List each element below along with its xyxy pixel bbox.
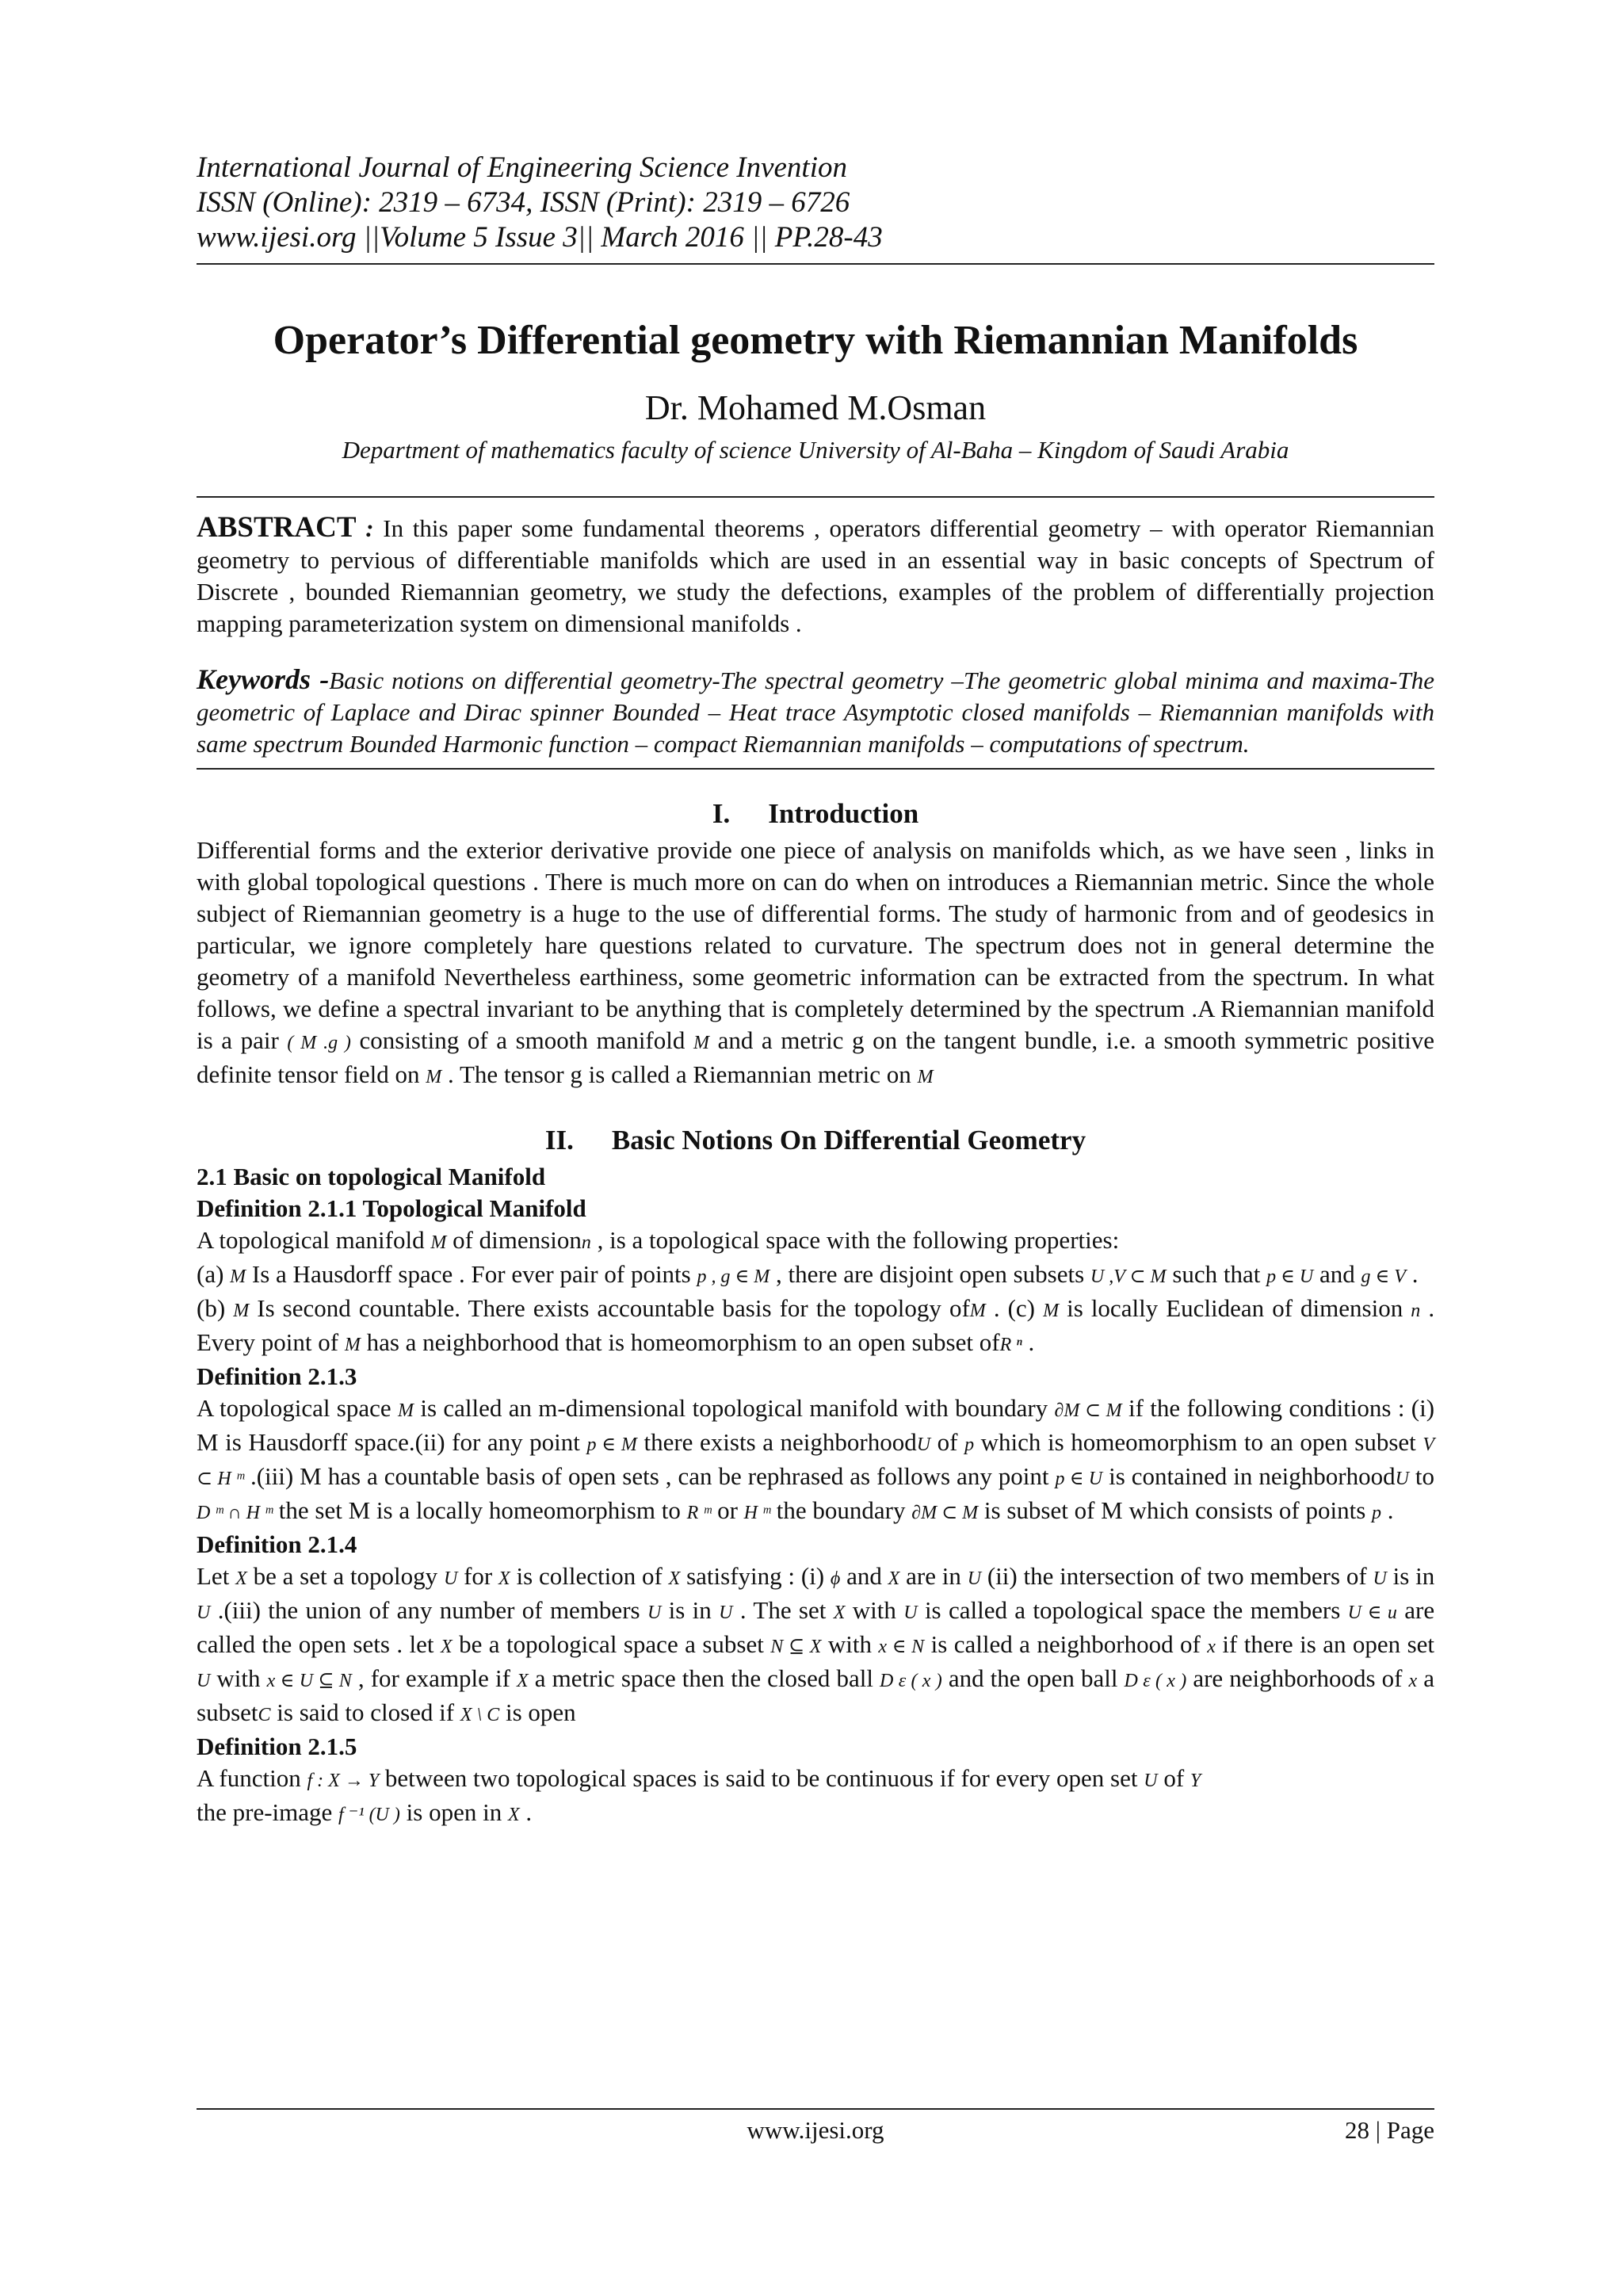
text: Is a Hausdorff space . For ever pair of points — [251, 1260, 691, 1288]
math-expr: p ∈ U — [1055, 1469, 1103, 1489]
math-expr: R ᵐ — [686, 1503, 712, 1523]
math-expr: H ᵐ — [743, 1503, 770, 1523]
math-M: M — [969, 1301, 986, 1321]
definition-heading: Definition 2.1.3 — [197, 1362, 357, 1390]
journal-volume: www.ijesi.org ||Volume 5 Issue 3|| March 2016 || PP.28-43 — [197, 221, 883, 254]
math-X: X — [517, 1671, 529, 1691]
math-U: U — [197, 1603, 211, 1623]
math-M: M — [693, 1033, 709, 1053]
keywords-label: Keywords - — [197, 663, 330, 695]
math-expr: x ∈ U ⊆ N — [266, 1671, 352, 1691]
text: (b) — [197, 1294, 226, 1322]
keywords-text: Basic notions on differential geometry-The spectral geometry –The geometric global minima and maxima-The geometric of Laplace and Dirac spinner Bounded – Heat trace Asymptotic closed manifolds – Riemannian manifolds with same spectrum Bounded Harmonic function – compact Riemannian manifolds – computations of spectrum. — [197, 667, 1434, 758]
math-expr: D ε ( x ) — [1124, 1671, 1187, 1691]
text: are in — [906, 1562, 961, 1590]
text: is contained in neighborhood — [1109, 1462, 1396, 1490]
text: are neighborhoods of — [1193, 1664, 1403, 1692]
author-affiliation: Department of mathematics faculty of science University of Al-Baha – Kingdom of Saudi Arabia — [342, 436, 1289, 464]
text: and — [1319, 1260, 1355, 1288]
text: is called a neighborhood of — [930, 1630, 1201, 1658]
section-title: Introduction — [768, 798, 919, 829]
math-expr: f ⁻¹ (U ) — [338, 1805, 400, 1825]
text: (a) — [197, 1260, 224, 1288]
math-expr: X \ C — [460, 1705, 500, 1725]
math-expr: ∂M ⊂ M — [1054, 1400, 1122, 1421]
math-expr: x ∈ N — [878, 1637, 925, 1657]
text: , for example if — [357, 1664, 510, 1692]
text: of dimension — [453, 1226, 582, 1254]
text: . — [1028, 1328, 1035, 1356]
text: is collection of — [516, 1562, 663, 1590]
text: if the following conditions : (i) M is Hausdorff space.(ii) for any point — [197, 1394, 1435, 1456]
math-U: U — [903, 1603, 918, 1623]
math-n: n — [1411, 1301, 1421, 1321]
text: be a set a topology — [253, 1562, 438, 1590]
intro-text-4: . The tensor g is called a Riemannian metric on — [448, 1060, 911, 1088]
text: between two topological spaces is said to be continuous if for every open set — [384, 1764, 1138, 1792]
definition-heading: Definition 2.1.1 Topological Manifold — [197, 1194, 586, 1222]
math-M: M — [398, 1400, 414, 1421]
definition-heading: Definition 2.1.5 — [197, 1733, 357, 1760]
text: which is homeomorphism to an open subset — [980, 1428, 1416, 1456]
math-U: U — [916, 1435, 931, 1455]
math-U: U — [967, 1568, 982, 1589]
text: A function — [197, 1764, 301, 1792]
intro-paragraph — [197, 835, 1434, 1093]
text: . The set — [739, 1596, 827, 1624]
header-rule — [197, 263, 1434, 265]
math-x: x — [1408, 1671, 1418, 1691]
text: to — [1415, 1462, 1435, 1490]
math-U: U — [1144, 1771, 1158, 1791]
math-X: X — [440, 1637, 453, 1657]
definition-2-1-1 — [197, 1224, 1434, 1361]
abstract-top-rule — [197, 496, 1434, 498]
text: satisfying : (i) — [686, 1562, 825, 1590]
text: is open — [505, 1698, 576, 1726]
text: is subset of M which consists of points — [983, 1496, 1366, 1524]
math-X: X — [235, 1568, 247, 1589]
journal-issn: ISSN (Online): 2319 – 6734, ISSN (Print): 2319 – 6726 — [197, 186, 850, 219]
section-number: I. — [712, 798, 731, 829]
math-expr: U ,V ⊂ M — [1090, 1266, 1167, 1287]
text: or — [717, 1496, 738, 1524]
text: is in — [1392, 1562, 1435, 1590]
definition-2-1-4 — [197, 1561, 1434, 1731]
footer-line — [197, 2116, 1434, 2151]
text: Let — [197, 1562, 230, 1590]
math-p: p — [964, 1435, 975, 1455]
text: . — [525, 1798, 533, 1826]
math-expr: ∂M ⊂ M — [911, 1503, 979, 1523]
math-expr: R ⁿ — [999, 1335, 1022, 1355]
math-U: U — [197, 1671, 211, 1691]
text: . Every point of — [197, 1294, 1435, 1356]
math-Y: Y — [1190, 1771, 1201, 1791]
text: is open in — [406, 1798, 502, 1826]
math-X: X — [507, 1805, 520, 1825]
text: there exists a neighborhood — [643, 1428, 917, 1456]
math-U: U — [647, 1603, 662, 1623]
subsection-heading: 2.1 Basic on topological Manifold — [197, 1163, 546, 1190]
text: . (c) — [993, 1294, 1036, 1322]
text: be a topological space a subset — [459, 1630, 764, 1658]
math-expr: p , g ∈ M — [697, 1266, 770, 1287]
text: A topological space — [197, 1394, 391, 1422]
text: with — [852, 1596, 896, 1624]
definition-2-1-3 — [197, 1392, 1434, 1529]
math-expr: f : X → Y — [307, 1771, 380, 1791]
text: . — [1411, 1260, 1419, 1288]
math-expr: D ε ( x ) — [880, 1671, 942, 1691]
text: Is second countable. There exists accountable basis for the topology of — [257, 1294, 970, 1322]
page-number: 28 | Page — [1345, 2116, 1434, 2144]
paper-title: Operator’s Differential geometry with Riemannian Manifolds — [273, 318, 1358, 363]
math-X: X — [668, 1568, 681, 1589]
math-expr: D ᵐ ∩ H ᵐ — [197, 1503, 273, 1523]
definition-heading: Definition 2.1.4 — [197, 1530, 357, 1558]
journal-header — [197, 151, 1434, 255]
text: .(iii) M has a countable basis of open sets , can be rephrased as follows any point — [250, 1462, 1049, 1490]
text: with — [216, 1664, 261, 1692]
text: the pre-image — [197, 1798, 333, 1826]
math-expr: g ∈ V — [1361, 1266, 1406, 1287]
text: if there is an open set — [1222, 1630, 1435, 1658]
math-X: X — [498, 1568, 510, 1589]
text: is called a topological space the members — [924, 1596, 1341, 1624]
text: a metric space then the closed ball — [534, 1664, 873, 1692]
math-X: X — [833, 1603, 846, 1623]
math-M: M — [230, 1266, 246, 1287]
math-p: p — [1372, 1503, 1382, 1523]
text: is said to closed if — [277, 1698, 455, 1726]
footer-rule — [197, 2108, 1434, 2110]
text: (ii) the intersection of two members of — [987, 1562, 1367, 1590]
page-footer — [197, 2108, 1434, 2151]
text: .(iii) the union of any number of members — [217, 1596, 640, 1624]
definition-2-1-5 — [197, 1763, 1434, 1831]
abstract-sep: : — [356, 514, 384, 542]
math-U: U — [719, 1603, 733, 1623]
keywords-bottom-rule — [197, 768, 1434, 770]
math-U: U — [1373, 1568, 1387, 1589]
text: such that — [1172, 1260, 1261, 1288]
text: of — [1163, 1764, 1185, 1792]
text: is called an m-dimensional topological manifold with boundary — [420, 1394, 1048, 1422]
section-heading-introduction — [197, 798, 1434, 830]
math-M: M — [430, 1232, 447, 1253]
text: for — [464, 1562, 493, 1590]
section-heading-basic-notions — [197, 1125, 1434, 1156]
abstract-text: In this paper some fundamental theorems , operators differential geometry – with operator Riemannian geometry to pervious of differentiable manifolds which are used in an essential way in basic concepts of Spectrum of Discrete , bounded Riemannian geometry, we study the defections, examples of the problem of differentially projection mapping parameterization system on dimensional manifolds . — [197, 514, 1434, 637]
intro-text-3: and a metric g on the tangent bundle, i.e. a smooth symmetric positive definite tensor field on — [197, 1026, 1434, 1088]
text: with — [827, 1630, 872, 1658]
footer-url[interactable]: www.ijesi.org — [747, 2116, 884, 2144]
author-name: Dr. Mohamed M.Osman — [644, 388, 987, 427]
math-pair: ( M .g ) — [287, 1033, 351, 1053]
math-expr: N ⊆ X — [770, 1637, 822, 1657]
text: are called the open sets . let — [197, 1596, 1435, 1658]
text: A topological manifold — [197, 1226, 425, 1254]
math-expr: p ∈ M — [586, 1435, 637, 1455]
math-phi: ϕ — [830, 1568, 841, 1589]
math-M: M — [426, 1067, 442, 1087]
text: is locally Euclidean of dimension — [1067, 1294, 1403, 1322]
text: and — [846, 1562, 882, 1590]
math-M: M — [1043, 1301, 1060, 1321]
math-x: x — [1207, 1637, 1216, 1657]
math-expr: p ∈ U — [1266, 1266, 1314, 1287]
journal-name: International Journal of Engineering Science Invention — [197, 151, 847, 184]
math-U: U — [1395, 1469, 1409, 1489]
text: , there are disjoint open subsets — [776, 1260, 1085, 1288]
text: , is a topological space with the following properties: — [597, 1226, 1120, 1254]
math-M: M — [344, 1335, 361, 1355]
math-expr: V ⊂ H ᵐ — [197, 1435, 1435, 1489]
text: is in — [668, 1596, 712, 1624]
math-C: C — [258, 1705, 271, 1725]
math-M: M — [233, 1301, 250, 1321]
intro-text-1: Differential forms and the exterior derivative provide one piece of analysis on manifolds which, as we have seen , links in with global topological questions . There is much more on can do when on introduces a Riemannian metric. Since the whole subject of Riemannian geometry is a huge to the use of differential forms. The study of harmonic from and of geodesics in particular, we ignore completely hare questions related to curvature. The spectrum does not in general determine the geometry of a manifold Nevertheless earthiness, some geometric information can be extracted from the spectrum. In what follows, we define a spectral invariant to be anything that is completely determined by the spectrum .A Riemannian manifold is a pair — [197, 836, 1434, 1054]
section-title: Basic Notions On Differential Geometry — [611, 1125, 1086, 1156]
math-M: M — [917, 1067, 934, 1087]
intro-text-2: consisting of a smooth manifold — [359, 1026, 685, 1054]
text: and the open ball — [948, 1664, 1118, 1692]
math-X: X — [888, 1568, 900, 1589]
keywords — [197, 663, 1434, 760]
text: has a neighborhood that is homeomorphism to an open subset of — [366, 1328, 1000, 1356]
abstract — [197, 512, 1434, 640]
text: the set M is a locally homeomorphism to — [278, 1496, 681, 1524]
math-U: U — [443, 1568, 458, 1589]
text: . — [1387, 1496, 1394, 1524]
text: a subset — [197, 1664, 1434, 1726]
text: the boundary — [776, 1496, 906, 1524]
section-number: II. — [544, 1125, 574, 1156]
text: of — [937, 1428, 958, 1456]
math-expr: U ∈ u — [1347, 1603, 1397, 1623]
abstract-label: ABSTRACT — [197, 511, 357, 544]
math-n: n — [581, 1232, 591, 1253]
paper-page — [197, 151, 1434, 1831]
